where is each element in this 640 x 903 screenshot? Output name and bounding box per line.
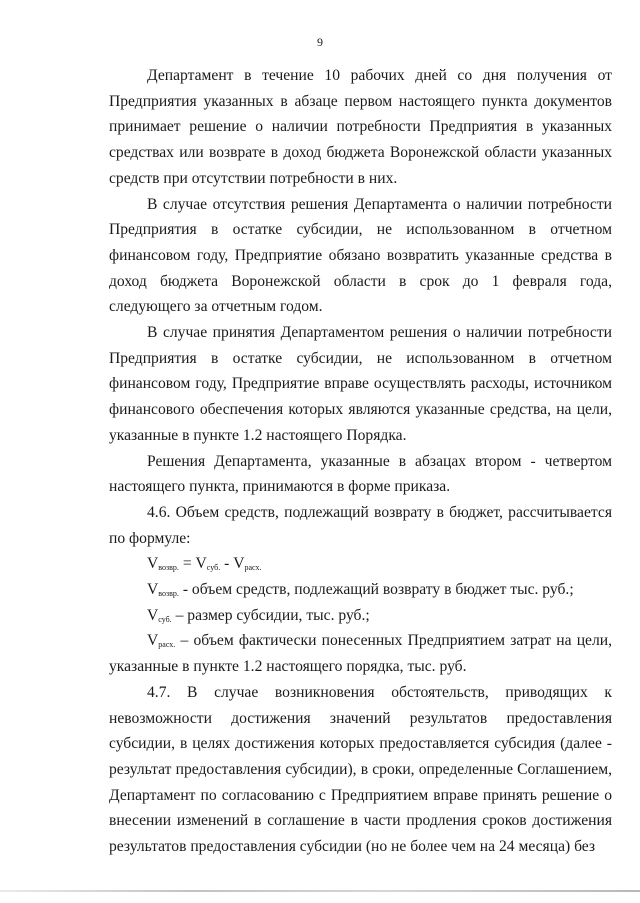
paragraph-4-7: 4.7. В случае возникновения обстоятельств, приводящих к невозможности достижения значений результатов предоставления субсидии, в целях достижения которых предоставляется субсидия (далее - результат предоставления субсидии), в сроки, определенные Соглашением, Департамент по согласованию с Предприятием вправе принять решение о внесении изменений в соглашение в части продления сроков достижения результатов предоставления субсидии (но не более чем на 24 месяца) без <box>109 683 612 856</box>
page-number: 9 <box>317 35 323 49</box>
paragraph-decision-deadline: Департамент в течение 10 рабочих дней со дня получения от Предприятия указанных в абзаце первом настоящего пункта документов принимает решение о наличии потребности Предприятия в указанных средствах или возврате в доход бюджета Воронежской области указанных средств при отсутствии потребности в них. <box>109 67 612 187</box>
definition-return-volume: $V_{возвр.}$ - объем средств, подлежащий возврату в бюджет тыс. руб.; <box>147 581 574 599</box>
definition-expense-volume: $V_{расх.}$ – объем фактически понесенных Предприятием затрат на цели, указанные в пункте 1.2 настоящего порядка, тыс. руб. <box>109 632 612 676</box>
return-formula: $V_{возвр.} = V_{суб.} - V_{расх.}$ <box>147 555 262 573</box>
paragraph-decision-taken: В случае принятия Департаментом решения о наличии потребности Предприятия в остатке субсидии, не использованном в отчетном финансовом году, Предприятие вправе осуществлять расходы, источником финансового обеспечения которых являются указанные средства, на цели, указанные в пункте 1.2 настоящего Порядка. <box>109 324 612 444</box>
paragraph-order-form: Решения Департамента, указанные в абзацах втором - четвертом настоящего пункта, принимаются в форме приказа. <box>109 452 612 496</box>
paragraph-4-6: 4.6. Объем средств, подлежащий возврату в бюджет, рассчитывается по формуле: <box>109 503 612 547</box>
scan-edge-line <box>0 890 640 892</box>
paragraph-no-decision: В случае отсутствия решения Департамента о наличии потребности Предприятия в остатке субсидии, не использованном в отчетном финансовом году, Предприятие обязано возвратить указанные средства в доход бюджета Воронежской области в срок до 1 февраля года, следующего за отчетным годом. <box>109 195 612 316</box>
definition-subsidy-size: $V_{суб.}$ – размер субсидии, тыс. руб.; <box>147 606 370 624</box>
document-body <box>109 63 612 860</box>
